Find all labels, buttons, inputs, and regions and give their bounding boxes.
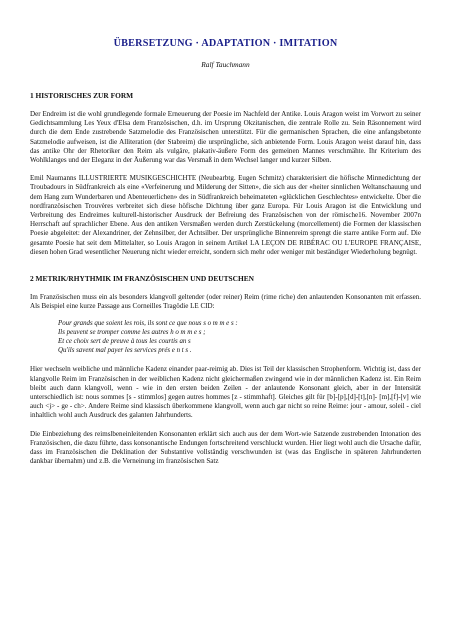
quote-line: Et ce choix sert de preuve à tous les courtis an s xyxy=(58,338,191,346)
quote-line: Pour grands que soient les rois, ils sont ce que nous s o m m e s : xyxy=(58,320,238,328)
section-2-paragraph-2: Hier wechseln weibliche und männliche Kadenz einander paar-reimig ab. Dies ist Teil der klassischen Strophenform. Wichtig ist, dass der klangvolle Reim im Französischen in der weiblichen Kadenz nicht gleichermaßen zwingend wie in der männlichen Kadenz ist. Ein Reim bleibt auch dann klangvoll, wenn - wie in den ersten beiden Zeilen - der anlautende Konsonant gleich, aber in der Intensität unterschiedlich ist: nous sommes [s - stimmlos] gegen autres hommes [z - stimmhaft]. Gleiches gilt für [b]-[p],[d]-[t],[n]- [m],[f]-[v] wie auch <j> - ge - ch>. Andere Reime sind klassisch überkommene klangvoll, wenn auch gar nicht so reine Reime: jour - amour, soleil - ciel inhaltlich wohl auch Ausdruck des galanten Jahrhunderts. xyxy=(30,365,421,420)
quote-line: Ils peuvent se tromper comme les autres h o m m e s ; xyxy=(58,329,206,337)
document-title: ÜBERSETZUNG · ADAPTATION · IMITATION xyxy=(113,38,338,49)
quote-line: Qu'ils savent mal payer les services prés e n t s . xyxy=(58,347,192,355)
section-1-paragraph-1: Der Endreim ist die wohl grundlegende formale Erneuerung der Poesie im Nachfeld der Antike. Louis Aragon weist im Vorwort zu seiner Gedichtsammlung Les Yeux d'Elsa dem Französischen, d.h. im Ursprung Okzitanischen, die zentrale Rolle zu. Sein Räsonnement wird durch die dem Ende zustrebende Satzmelodie des Französischen unterstützt. Für die germanischen Sprachen, die eine anfangsbetonte Satzmelodie aufweisen, ist die Alliteration (der Stabreim) die ursprüngliche, sich anbietende Form. Louis Aragon weist darauf hin, dass das antike Ohr der Rhetoriker den Reim als vulgäre, plakativ-äußere Form des gemeinen Mannes verschmähte. Ihr Kriterium des Wohlklanges und der Eleganz in der Äußerung war das Versmaß in dem Wechsel langer und kurzer Silben. xyxy=(30,110,421,165)
corneille-quote xyxy=(58,319,421,355)
section-1-heading: 1 HISTORISCHES ZUR FORM xyxy=(30,91,134,100)
section-1-paragraph-2: Emil Naumanns ILLUSTRIERTE MUSIKGESCHICHTE (Neubearbtg. Eugen Schmitz) charakterisiert die höfische Minnedichtung der Troubadours in Südfrankreich als eine «Verfeinerung und Milderung der Sitten», die sich aus der «heiter sinnlichen Weltanschauung und dem Hang zum Wunderbaren und Abenteuerlichen» des in Südfrankreich beheimateten «glücklichen Geschlechtes» entwickelte. Über die nordfranzösischen Trouvères verbreitet sich diese höfische Dichtung über ganz Europa. Für Louis Aragon ist die Entwicklung und Verbreitung des Endreimes kulturell-historischer Ausdruck der Befreiung des Französischen von der römische16. November 2007n Herrschaft auf sprachlicher Ebene. Aus den antiken Versmaßen werden durch Zerstückelung (morcellement) die Formen der klassischen Poesie abgeleitet: der Alexandriner, der Zehnsilber, der Achtsilber. Der ursprüngliche Binnenreim sprengt die starre antike Form auf. Die gesamte Poesie hat seit dem Mittelalter, so Louis Aragon in seinem Artikel LA LEÇON DE RIBÉRAC OU L'EUROPE FRANÇAISE, diesen hohen Grad wesentlicher Neuerung nicht wieder erreicht, sondern sich mehr oder weniger mit beständiger Wiederholung begnügt. xyxy=(30,174,421,256)
section-2-paragraph-3: Die Einbeziehung des reimslbeneinleitenden Konsonanten erklärt sich auch aus der dem Wort-wie Satzende zustrebenden Intonation des Französischen, die dazu führte, dass konsonantische Endungen fortschreitend verschluckt wurden. Hier liegt wohl auch die Ursache dafür, dass im Französischen die Deklination der Substantive vollständig verschwunden ist (was das Englische in späteren Jahrhunderten dankbar übernahm) und z.B. die Verneinung im französischen Satz xyxy=(30,429,421,466)
document-page xyxy=(30,38,421,466)
author-name: Ralf Tauchmann xyxy=(201,60,250,69)
section-2-paragraph-1: Im Französischen muss ein als besonders klangvoll geltender (oder reiner) Reim (rime riche) den anlautenden Konsonanten mit erfassen. Als Beispiel eine kurze Passage aus Corneilles Tragödie LE CID: xyxy=(30,293,421,311)
section-2-heading: 2 METRIK/RHYTHMIK IM FRANZÖSISCHEN UND DEUTSCHEN xyxy=(30,274,254,284)
